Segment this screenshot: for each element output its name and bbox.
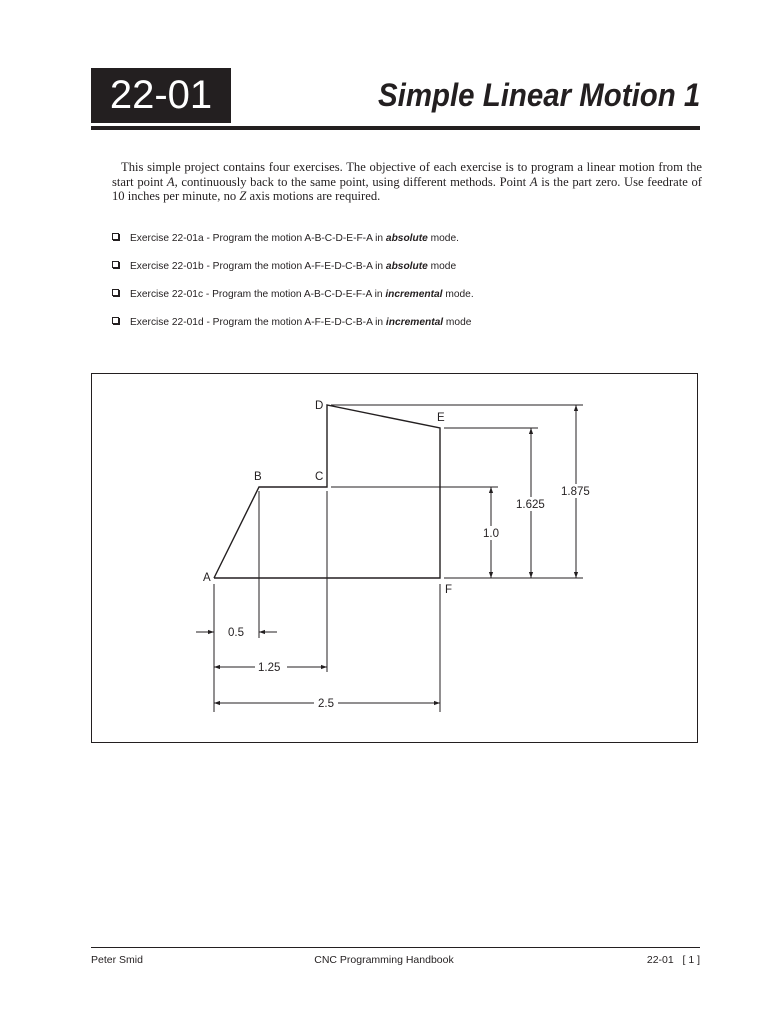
exercise-prefix: Exercise 22-01c - Program the motion A-B-C-D-E-F-A in [130,289,386,300]
dim-value-0-5: 0.5 [228,627,244,639]
exercise-mode: incremental [385,289,443,300]
footer-author: Peter Smid [91,954,143,966]
chapter-number-badge: 22-01 [91,68,231,123]
intro-text-3: is the part zero. Use feedrate of 10 inches per minute, no [112,174,702,203]
intro-text-2: , continuously back to the same point, using different methods. Point [174,174,530,189]
exercise-prefix: Exercise 22-01d - Program the motion A-F-E-D-C-B-A in [130,317,386,328]
point-label-c: C [315,471,324,483]
dim-value-1-625: 1.625 [516,499,545,511]
exercise-mode: absolute [385,261,428,272]
exercise-mode: incremental [385,317,444,328]
exercise-prefix: Exercise 22-01b - Program the motion A-F-E-D-C-B-A in [130,261,386,272]
exercise-suffix: mode [427,261,457,272]
point-label-b: B [254,471,262,483]
exercise-suffix: mode [443,317,472,328]
dim-value-1-875: 1.875 [561,486,590,498]
footer-rule [91,947,700,948]
exercise-suffix: mode. [427,233,459,244]
exercise-prefix: Exercise 22-01a - Program the motion A-B-C-D-E-F-A in [130,233,386,244]
point-label-e: E [437,412,445,424]
point-a-ref-1: A [166,174,175,189]
footer-book-title: CNC Programming Handbook [314,954,454,966]
intro-text-1: This simple project contains four exercises. The objective of each exercise is to program a linear motion from the start point [112,160,702,189]
point-label-f: F [445,584,453,596]
exercise-suffix: mode. [442,289,474,300]
point-label-a: A [203,572,211,584]
z-axis-ref: Z [239,189,247,203]
dim-value-2-5: 2.5 [318,698,334,710]
exercise-mode: absolute [385,233,428,244]
page-title: Simple Linear Motion 1 [377,77,700,113]
point-label-d: D [315,400,324,412]
point-a-ref-2: A [529,174,538,189]
dim-value-1-0: 1.0 [483,528,499,540]
footer-page-number: 22-01 [ 1 ] [646,954,700,966]
intro-text-4: axis motions are required. [246,189,381,203]
dim-value-1-25: 1.25 [258,662,281,674]
